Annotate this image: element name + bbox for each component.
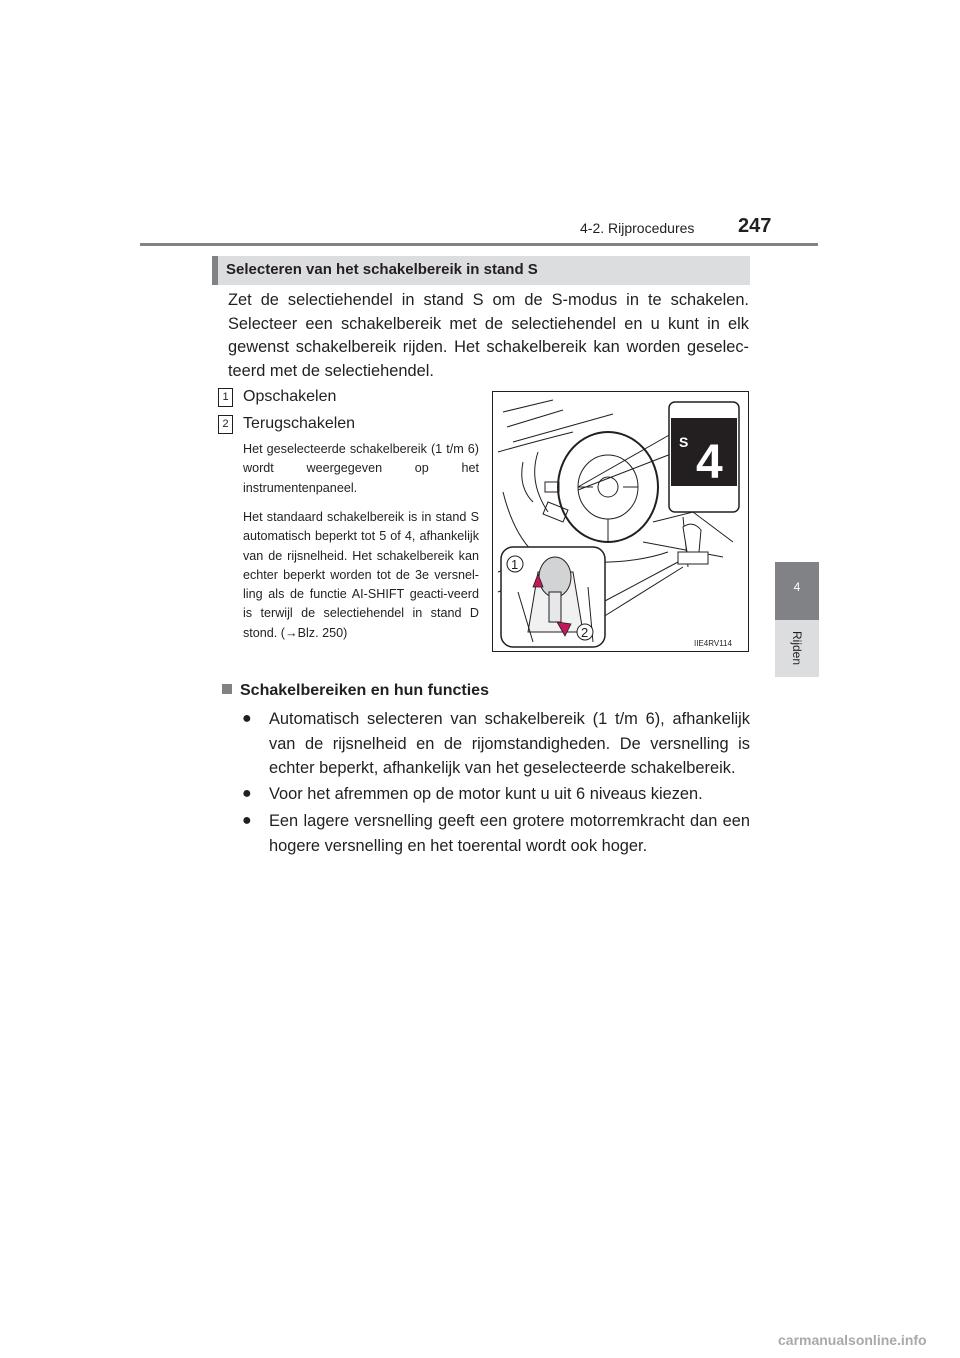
bullet-icon: ●	[242, 785, 252, 802]
bullet-text-lower-gear: Een lagere versnelling geeft een grotere motorremkracht dan een hogere versnelling en het toerental wordt ook hoger.	[269, 812, 750, 855]
illustration-shift-lever	[492, 391, 749, 652]
subsection-heading	[222, 682, 489, 700]
callout-1: 1	[511, 557, 519, 572]
header-section-title: 4-2. Rijprocedures	[580, 220, 695, 236]
callout-2: 2	[581, 625, 589, 640]
subsection-title: Schakelbereiken en hun functies	[240, 682, 489, 699]
display-mode-label: S	[679, 434, 689, 450]
page-number: 247	[738, 215, 772, 237]
bullet-text-engine-brake: Voor het afremmen op de motor kunt u uit 6 niveaus kiezen.	[269, 785, 703, 803]
item-number-1: 1	[218, 388, 233, 407]
item-label-upshift: Opschakelen	[243, 388, 337, 405]
note-default-range: Het standaard schakelbereik is in stand S automatisch beperkt tot 5 of 4, afhankelijk van de rijsnelheid. Het schakelbereik kan echter beperkt worden tot de 3e versnel-ling als de functie AI-SHIFT geacti-veerd is terwijl de selectiehendel in stand D stond. (→Blz. 250)	[243, 510, 479, 640]
dashboard-drawing	[493, 392, 749, 652]
bullet-icon: ●	[242, 710, 252, 727]
item-number-2: 2	[218, 415, 233, 434]
section-heading	[212, 256, 750, 285]
item-label-downshift: Terugschakelen	[243, 415, 356, 432]
chapter-tab	[775, 562, 819, 620]
figure-code: IIE4RV114	[694, 639, 732, 648]
header-rule	[140, 243, 818, 246]
intro-paragraph: Zet de selectiehendel in stand S om de S-modus in te schakelen. Selecteer een schakelbereik met de selectiehendel en u kunt in elk gewenst schakelbereik rijden. Het schakelbereik kan worden geselec-teerd met de selectiehendel.	[228, 291, 749, 380]
display-gear-number: 4	[696, 436, 723, 489]
square-bullet-icon	[222, 684, 232, 694]
bullet-text-auto-select: Automatisch selecteren van schakelbereik (1 t/m 6), afhankelijk van de rijsnelheid en de rijomstandigheden. De versnelling is echter beperkt, afhankelijk van het geselecteerde schakelbereik.	[269, 710, 750, 777]
note-display: Het geselecteerde schakelbereik (1 t/m 6) wordt weergegeven op het instrumentenpaneel.	[243, 442, 479, 495]
section-heading-bar	[212, 256, 218, 285]
chapter-number: 4	[793, 580, 801, 594]
section-title: Selecteren van het schakelbereik in stand S	[226, 261, 538, 278]
watermark: carmanualsonline.info	[778, 1332, 927, 1348]
bullet-icon: ●	[242, 812, 252, 829]
chapter-label: Rijden	[790, 630, 804, 666]
